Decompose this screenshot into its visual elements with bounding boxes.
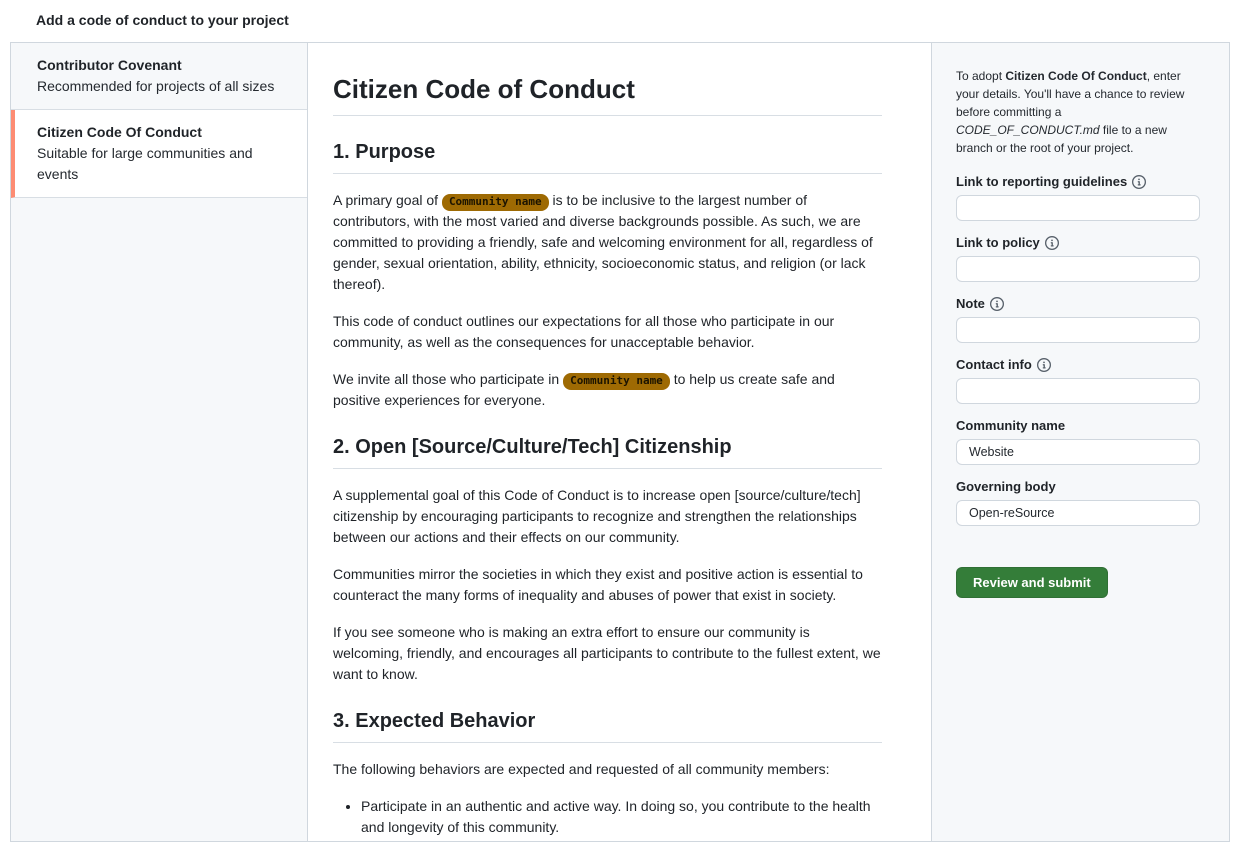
field-label	[956, 173, 1200, 190]
field-label	[956, 478, 1200, 495]
paragraph	[333, 369, 882, 411]
template-title: Contributor Covenant	[37, 57, 182, 73]
paragraph	[333, 190, 882, 295]
review-and-submit-button[interactable]: Review and submit	[956, 567, 1108, 598]
paragraph: A supplemental goal of this Code of Conduct is to increase open [source/culture/tech] citizenship by encouraging participants to recognize and strengthen the relationships between our actions and their effects on our community.	[333, 487, 861, 545]
field-label	[956, 234, 1200, 251]
paragraph-text: to help us create safe and positive experiences for everyone.	[333, 371, 835, 408]
governing-body-input[interactable]	[956, 500, 1200, 526]
intro-text: file to a new branch or the root of your project.	[956, 123, 1167, 155]
field-community-name	[956, 417, 1200, 478]
paragraph: This code of conduct outlines our expectations for all those who participate in our community, as well as the consequences for unacceptable behavior.	[333, 313, 835, 350]
field-label	[956, 417, 1200, 434]
contact-info-input[interactable]	[956, 378, 1200, 404]
section-heading-expected-behavior: 3. Expected Behavior	[333, 709, 882, 743]
info-icon[interactable]	[1037, 358, 1051, 372]
section-heading-purpose: 1. Purpose	[333, 140, 882, 174]
template-description: Suitable for large communities and events	[37, 145, 253, 182]
field-label-text: Contact info	[956, 357, 1032, 372]
sidebar-item-citizen-code-of-conduct[interactable]	[11, 110, 307, 198]
panel-intro	[956, 67, 1200, 157]
field-governing-body	[956, 478, 1200, 539]
info-icon[interactable]	[990, 297, 1004, 311]
intro-text: To adopt	[956, 69, 1006, 83]
paragraph-text: is to be inclusive to the largest number of contributors, with the most varied and diverse backgrounds possible. As such, we are committed to providing a friendly, safe and welcoming environment for all, regardless of gender, sexual orientation, ability, ethnicity, socioeconomic status, and religion (or lack thereof).	[333, 192, 873, 292]
intro-template-name: Citizen Code Of Conduct	[1005, 69, 1147, 83]
document-preview	[308, 43, 931, 841]
section-heading-citizenship: 2. Open [Source/Culture/Tech] Citizenship	[333, 435, 882, 469]
community-name-token: Community name	[442, 194, 549, 211]
paragraph: If you see someone who is making an extra effort to ensure our community is welcoming, friendly, and encourages all participants to contribute to the fullest extent, we want to know.	[333, 624, 881, 682]
note-input[interactable]	[956, 317, 1200, 343]
field-label	[956, 356, 1200, 373]
page-header	[0, 0, 1236, 42]
field-label-text: Link to policy	[956, 235, 1040, 250]
sidebar-item-contributor-covenant[interactable]	[11, 43, 307, 110]
field-label-text: Link to reporting guidelines	[956, 174, 1128, 189]
template-description: Recommended for projects of all sizes	[37, 78, 275, 94]
community-name-input[interactable]	[956, 439, 1200, 465]
details-form-panel	[931, 43, 1229, 841]
policy-link-input[interactable]	[956, 256, 1200, 282]
list-item: • Participate in an authentic and active way. In doing so, you contribute to the health and longevity of this community.	[361, 796, 882, 838]
paragraph: Communities mirror the societies in which they exist and positive action is essential to counteract the many forms of inequality and abuses of power that exist in society.	[333, 566, 863, 603]
template-list-sidebar	[11, 43, 308, 841]
intro-text: , enter your details. You'll have a chance to review before committing a	[956, 69, 1185, 119]
field-label-text: Note	[956, 296, 985, 311]
field-link-to-reporting-guidelines	[956, 173, 1200, 234]
expected-behavior-list	[333, 796, 882, 838]
field-contact-info	[956, 356, 1200, 417]
paragraph: The following behaviors are expected and requested of all community members:	[333, 761, 830, 777]
intro-filename: CODE_OF_CONDUCT.md	[956, 123, 1100, 137]
paragraph-text: A primary goal of	[333, 192, 442, 208]
field-label-text: Governing body	[956, 479, 1056, 494]
info-icon[interactable]	[1045, 236, 1059, 250]
info-icon[interactable]	[1132, 175, 1146, 189]
field-label-text: Community name	[956, 418, 1066, 433]
reporting-guidelines-input[interactable]	[956, 195, 1200, 221]
field-note	[956, 295, 1200, 356]
page-title: Add a code of conduct to your project	[36, 12, 289, 28]
paragraph-text: We invite all those who participate in	[333, 371, 564, 387]
field-link-to-policy	[956, 234, 1200, 295]
template-title: Citizen Code Of Conduct	[37, 124, 202, 140]
community-name-token: Community name	[563, 373, 670, 390]
field-label	[956, 295, 1200, 312]
document-title: Citizen Code of Conduct	[333, 73, 882, 116]
code-of-conduct-chooser	[10, 42, 1230, 842]
